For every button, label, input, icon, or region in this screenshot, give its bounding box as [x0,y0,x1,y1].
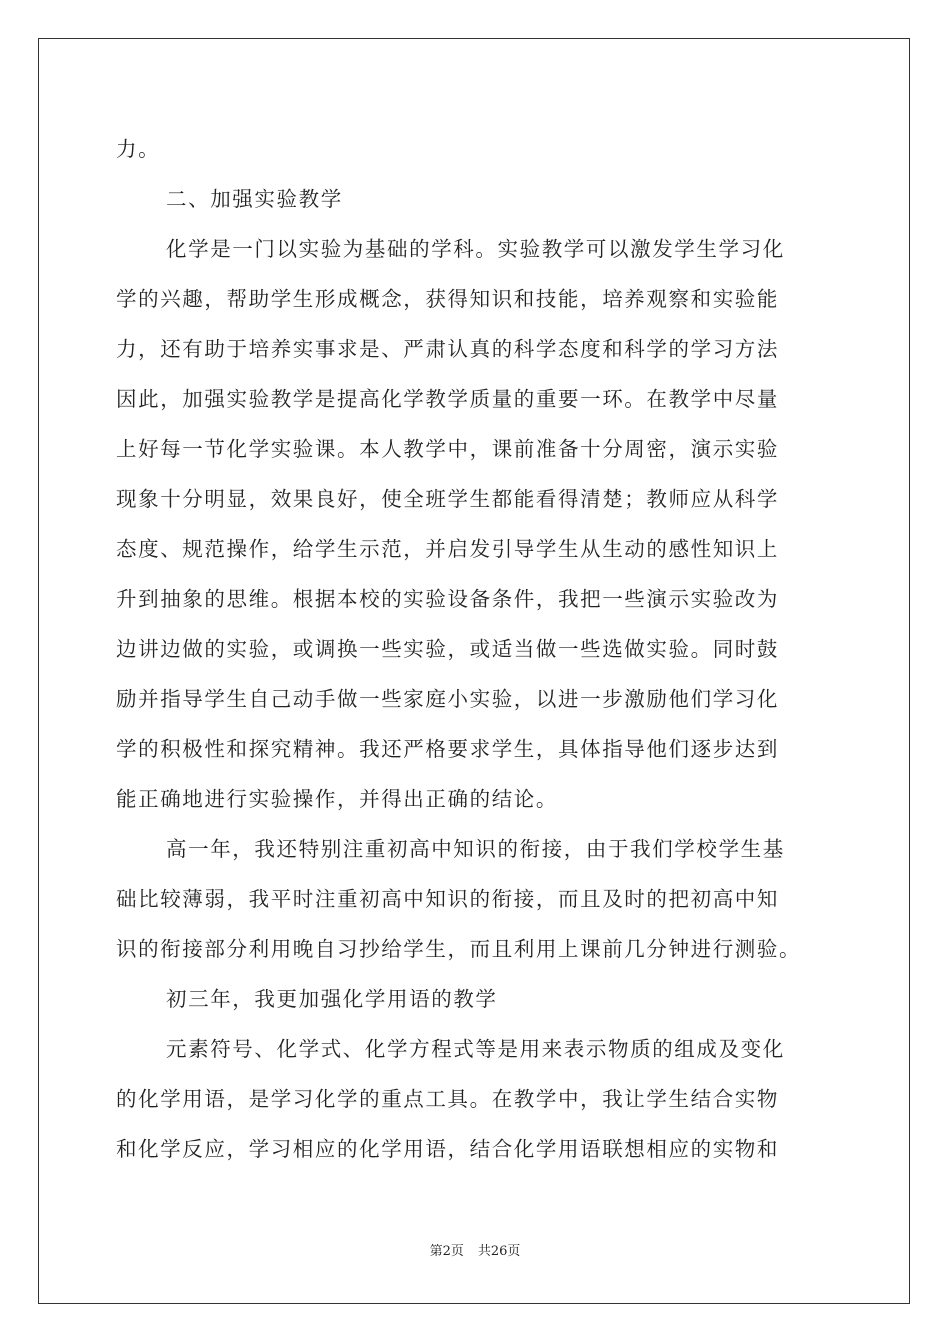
text-line: 上好每一节化学实验课。本人教学中，课前准备十分周密，演示实验 [116,437,779,461]
text-line: 学的兴趣，帮助学生形成概念，获得知识和技能，培养观察和实验能 [116,287,779,311]
text-line: 力，还有助于培养实事求是、严肃认真的科学态度和科学的学习方法 [116,337,779,361]
text-line: 高一年，我还特别注重初高中知识的衔接，由于我们学校学生基 [166,837,785,861]
text-line: 态度、规范操作，给学生示范，并启发引导学生从生动的感性知识上 [116,537,779,561]
document-body [116,124,834,1174]
text-line: 化学是一门以实验为基础的学科。实验教学可以激发学生学习化 [166,237,785,261]
text-line: 和化学反应，学习相应的化学用语，结合化学用语联想相应的实物和 [116,1137,779,1161]
text-line: 学的积极性和探究精神。我还严格要求学生，具体指导他们逐步达到 [116,737,779,761]
text-line: 础比较薄弱，我平时注重初高中知识的衔接，而且及时的把初高中知 [116,887,779,911]
page-footer [0,1240,950,1259]
text-line: 识的衔接部分利用晚自习抄给学生，而且利用上课前几分钟进行测验。 [116,937,802,961]
text-line: 升到抽象的思维。根据本校的实验设备条件，我把一些演示实验改为 [116,587,779,611]
text-line: 力。 [116,137,161,161]
text-line: 元素符号、化学式、化学方程式等是用来表示物质的组成及变化 [166,1037,785,1061]
section-heading: 初三年，我更加强化学用语的教学 [166,987,498,1011]
text-line: 现象十分明显，效果良好，使全班学生都能看得清楚；教师应从科学 [116,487,779,511]
page-total: 共26页 [477,1244,521,1259]
section-heading: 二、加强实验教学 [166,187,343,211]
text-line: 因此，加强实验教学是提高化学教学质量的重要一环。在教学中尽量 [116,387,779,411]
text-line: 边讲边做的实验，或调换一些实验，或适当做一些选做实验。同时鼓 [116,637,779,661]
text-line: 励并指导学生自己动手做一些家庭小实验，以进一步激励他们学习化 [116,687,779,711]
text-line: 能正确地进行实验操作，并得出正确的结论。 [116,787,558,811]
text-line: 的化学用语，是学习化学的重点工具。在教学中，我让学生结合实物 [116,1087,779,1111]
page-number: 第2页 [429,1244,464,1259]
